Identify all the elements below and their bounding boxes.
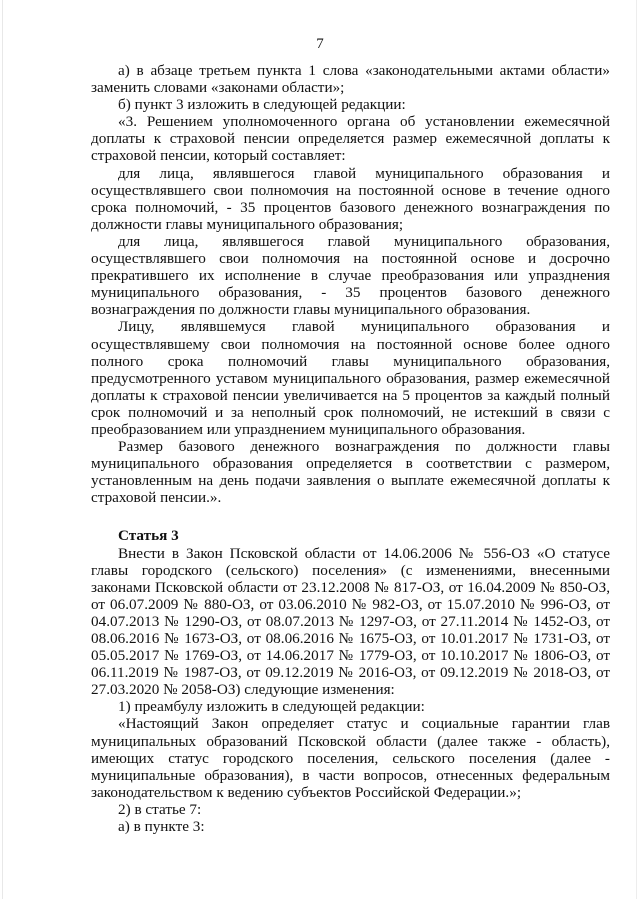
- multiple-terms-paragraph: Лицу, являвшемуся главой муниципального образования и осуществлявшему свои полномочия на постоянной основе более одного полного срока полномочий главы муниципального образования, предусмотренного уставом муниципального образования, размер ежемесячной доплаты к страховой пенсии увеличивается на 5 процентов за каждый полный срок полномочий и за неполный срок полномочий, не истекший в связи с преобразованием или упразднением муниципального образования.: [91, 318, 610, 438]
- scan-edge-left: [2, 0, 3, 899]
- point-3-item-paragraph: а) в пункте 3:: [118, 818, 205, 836]
- preamble-item-paragraph: 1) преамбулу изложить в следующей редакции:: [118, 698, 425, 716]
- article-amend-paragraph: Внести в Закон Псковской области от 14.06.2006 № 556-ОЗ «О статусе главы городского (сельского) поселения» (с изменениями, внесенными законами Псковской области от 23.12.2008 № 817-ОЗ, от 16.04.2009 № 850-ОЗ, от 06.07.2009 № 880-ОЗ, от 03.06.2010 № 982-ОЗ, от 15.07.2010 № 996-ОЗ, от 04.07.2013 № 1290-ОЗ, от 08.07.2013 № 1297-ОЗ, от 27.11.2014 № 1452-ОЗ, от 08.06.2016 № 1673-ОЗ, от 08.06.2016 № 1675-ОЗ, от 10.01.2017 № 1731-ОЗ, от 05.05.2017 № 1769-ОЗ, от 14.06.2017 № 1779-ОЗ, от 10.10.2017 № 1806-ОЗ, от 06.11.2019 № 1987-ОЗ, от 09.12.2019 № 2016-ОЗ, от 09.12.2019 № 2018-ОЗ, от 27.03.2020 № 2058-ОЗ) следующие изменения:: [91, 544, 610, 699]
- article-heading: Статья 3: [118, 527, 179, 545]
- amendment-a-paragraph: а) в абзаце третьем пункта 1 слова «законодательными актами области» заменить словами «законами области»;: [91, 62, 610, 97]
- scan-edge-right: [636, 0, 637, 899]
- preamble-text-paragraph: «Настоящий Закон определяет статус и социальные гарантии глав муниципальных образований Псковской области (далее также - область), имеющих статус городского поселения, сельского поселения (далее - муниципальные образования), в части вопросов, отнесенных федеральным законодательством к ведению субъектов Российской Федерации.»;: [91, 715, 610, 801]
- page-number: 7: [316, 36, 324, 52]
- document-body: [91, 62, 610, 835]
- single-term-paragraph: для лица, являвшегося главой муниципального образования и осуществлявшего свои полномочия на постоянной основе в течение одного срока полномочий, - 35 процентов базового денежного вознаграждения по должности главы муниципального образования;: [91, 164, 610, 233]
- clause-3-intro-paragraph: «3. Решением уполномоченного органа об установлении ежемесячной доплаты к страховой пенсии определяется размер ежемесячной доплаты к страховой пенсии, который составляет:: [91, 113, 610, 165]
- base-remuneration-paragraph: Размер базового денежного вознаграждения по должности главы муниципального образования определяется в соответствии с размером, установленным на день подачи заявления о выплате ежемесячной доплаты к страховой пенсии.».: [91, 438, 610, 507]
- article-7-item-paragraph: 2) в статье 7:: [118, 800, 202, 818]
- early-termination-paragraph: для лица, являвшегося главой муниципального образования, осуществлявшего свои полномочия на постоянной основе и досрочно прекратившего их исполнение в случае преобразования или упразднения муниципального образования, - 35 процентов базового денежного вознаграждения по должности главы муниципального образования.: [91, 232, 610, 319]
- amendment-b-paragraph: б) пункт 3 изложить в следующей редакции:: [118, 96, 406, 114]
